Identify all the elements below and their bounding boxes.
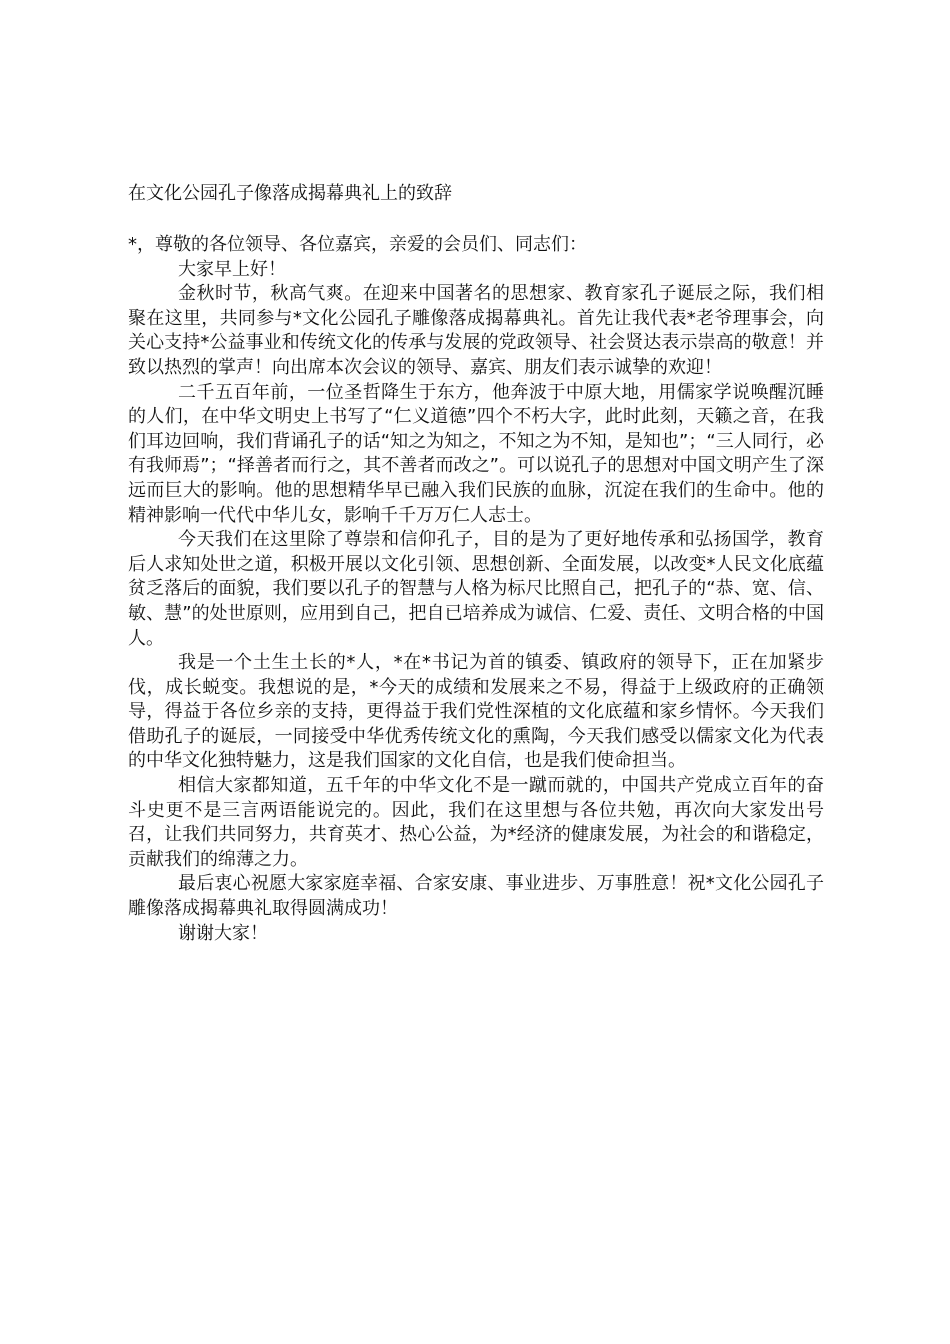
salutation: *，尊敬的各位领导、各位嘉宾，亲爱的会员们、同志们： — [128, 234, 587, 255]
paragraph-thanks: 谢谢大家！ — [178, 922, 268, 944]
paragraph-call-to-action: 相信大家都知道，五千年的中华文化不是一蹴而就的，中国共产党成立百年的奋斗史更不是三言两语能说完的。因此，我们在这里想与各位共勉，再次向大家发出号召，让我们共同努力，共育英才、热心公益，为*经济的健康发展，为社会的和谐稳定，贡献我们的绵薄之力。 — [128, 775, 824, 870]
document-body — [128, 233, 824, 946]
paragraph-greeting: 大家早上好！ — [178, 258, 286, 280]
paragraph-opening: 金秋时节，秋高气爽。在迎来中国著名的思想家、教育家孔子诞辰之际，我们相聚在这里，共同参与*文化公园孔子雕像落成揭幕典礼。首先让我代表*老爷理事会，向关心支持*公益事业和传统文化的传承与发展的党政领导、社会贤达表示崇高的敬意！并致以热烈的掌声！向出席本次会议的领导、嘉宾、朋友们表示诚挚的欢迎！ — [128, 283, 824, 378]
paragraph-purpose: 今天我们在这里除了尊崇和信仰孔子，目的是为了更好地传承和弘扬国学，教育后人求知处世之道，积极开展以文化引领、思想创新、全面发展，以改变*人民文化底蕴贫乏落后的面貌，我们要以孔子的智慧与人格为标尺比照自己，把孔子的“恭、宽、信、敏、慧”的处世原则，应用到自己，把自已培养成为诚信、仁爱、责任、文明合格的中国人。 — [128, 529, 824, 649]
paragraph-wishes: 最后衷心祝愿大家家庭幸福、合家安康、事业进步、万事胜意！祝*文化公园孔子雕像落成揭幕典礼取得圆满成功！ — [128, 873, 824, 920]
paragraph-hometown: 我是一个土生土长的*人，*在*书记为首的镇委、镇政府的领导下，正在加紧步伐，成长蜕变。我想说的是，*今天的成绩和发展来之不易，得益于上级政府的正确领导，得益于各位乡亲的支持，更得益于我们党性深植的文化底蕴和家乡情怀。今天我们借助孔子的诞辰，一同接受中华优秀传统文化的熏陶，今天我们感受以儒家文化为代表的中华文化独特魅力，这是我们国家的文化自信，也是我们使命担当。 — [128, 652, 824, 772]
paragraph-history: 二千五百年前，一位圣哲降生于东方，他奔波于中原大地，用儒家学说唤醒沉睡的人们，在中华文明史上书写了“仁义道德”四个不朽大字，此时此刻，天籁之音，在我们耳边回响，我们背诵孔子的话“知之为知之，不知之为不知，是知也”；“三人同行，必有我师焉”；“择善者而行之，其不善者而改之”。可以说孔子的思想对中国文明产生了深远而巨大的影响。他的思想精华早已融入我们民族的血脉，沉淀在我们的生命中。他的精神影响一代代中华儿女，影响千千万万仁人志士。 — [128, 381, 824, 526]
document-title: 在文化公园孔子像落成揭幕典礼上的致辞 — [128, 183, 452, 204]
